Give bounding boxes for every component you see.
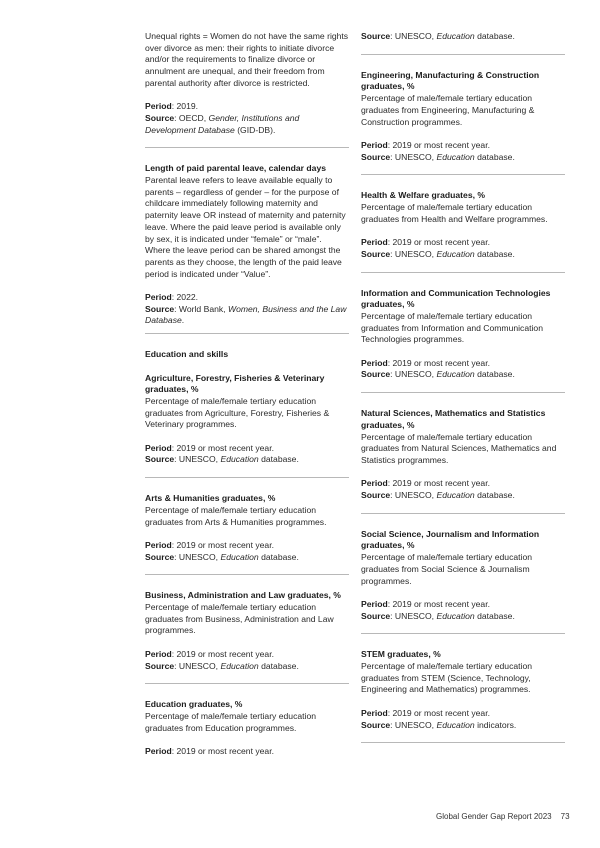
divider: [361, 392, 565, 393]
stem-text: Percentage of male/female tertiary education graduates from STEM (Science, Technology, Engineering and Mathematics) programmes.: [361, 661, 533, 695]
engineering-heading: Engineering, Manufacturing & Construction graduates, %: [361, 69, 540, 92]
ict-heading: Information and Communication Technologies graduates, %: [361, 287, 551, 310]
stem-heading: STEM graduates, %: [361, 649, 441, 660]
business-period: Period: 2019 or most recent year.: [145, 648, 274, 659]
health-period: Period: 2019 or most recent year.: [361, 237, 490, 248]
natural-sciences-period: Period: 2019 or most recent year.: [361, 478, 490, 489]
business-text: Percentage of male/female tertiary education graduates from Business, Administration and Law programmes.: [145, 602, 334, 636]
ict-text: Percentage of male/female tertiary education graduates from Information and Communication Technologies programmes.: [361, 310, 543, 345]
social-science-heading: Social Science, Journalism and Information graduates, %: [361, 528, 540, 551]
social-science-period: Period: 2019 or most recent year.: [361, 598, 490, 609]
divider: [145, 333, 349, 334]
divorce-text: Unequal rights = Women do not have the same rights over divorce as men: their rights to initiate divorce and/or the requirements to finalize divorce or annulment are unequal, and their freedom from parental authority after divorce is restricted.: [145, 31, 349, 88]
stem-period: Period: 2019 or most recent year.: [361, 707, 490, 718]
business-heading: Business, Administration and Law graduates, %: [145, 590, 341, 601]
right-column: [361, 31, 565, 758]
page-number: 73: [560, 812, 570, 821]
education-source: Source: UNESCO, Education database.: [361, 31, 515, 41]
arts-heading: Arts & Humanities graduates, %: [145, 493, 276, 504]
stem-source: Source: UNESCO, Education indicators.: [361, 719, 517, 730]
education-heading: Education graduates, %: [145, 699, 243, 710]
divorce-period: Period: 2019.: [145, 101, 199, 112]
agriculture-period: Period: 2019 or most recent year.: [145, 442, 274, 453]
agriculture-text: Percentage of male/female tertiary education graduates from Agriculture, Forestry, Fisheries & Veterinary programmes.: [145, 395, 330, 430]
education-period: Period: 2019 or most recent year.: [145, 746, 274, 757]
health-text: Percentage of male/female tertiary education graduates from Health and Welfare programmes.: [361, 202, 548, 224]
agriculture-source: Source: UNESCO, Education database.: [145, 454, 299, 465]
agriculture-heading: Agriculture, Forestry, Fisheries & Veterinary graduates, %: [145, 372, 325, 395]
natural-sciences-text: Percentage of male/female tertiary education graduates from Natural Sciences, Mathematics and Statistics programmes.: [361, 431, 557, 465]
arts-source: Source: UNESCO, Education database.: [145, 551, 299, 562]
section-heading-education-skills: Education and skills: [145, 349, 229, 360]
engineering-period: Period: 2019 or most recent year.: [361, 139, 490, 150]
natural-sciences-source: Source: UNESCO, Education database.: [361, 490, 515, 501]
health-source: Source: UNESCO, Education database.: [361, 248, 515, 259]
parental-leave-text: Parental leave refers to leave available equally to parents – regardless of gender – for the purpose of childcare immediately following maternity and paternity leave OR instead of maternity and paternity leave. Where the paid leave period is available only by sex, it is indicated under “female” or “male”. Where the leave period can be shared amongst the parents as they choose, the length of the paid leave period is indicated under “Value”.: [145, 175, 346, 279]
divider: [145, 147, 349, 148]
divider: [361, 54, 565, 55]
ict-period: Period: 2019 or most recent year.: [361, 357, 490, 368]
divider: [145, 477, 349, 478]
divider: [361, 633, 565, 634]
divider: [361, 174, 565, 175]
education-text: Percentage of male/female tertiary education graduates from Education programmes.: [145, 710, 317, 733]
arts-text: Percentage of male/female tertiary education graduates from Arts & Humanities programmes.: [145, 504, 327, 527]
engineering-text: Percentage of male/female tertiary education graduates from Engineering, Manufacturing & Construction programmes.: [361, 93, 535, 127]
report-title: Global Gender Gap Report 2023: [436, 812, 552, 821]
business-source: Source: UNESCO, Education database.: [145, 660, 299, 671]
parental-leave-period: Period: 2022.: [145, 292, 199, 303]
left-column: [145, 31, 349, 758]
divider: [145, 683, 349, 684]
engineering-source: Source: UNESCO, Education database.: [361, 151, 515, 162]
arts-period: Period: 2019 or most recent year.: [145, 539, 274, 550]
divorce-source: Source: OECD, Gender, Institutions and Development Database (GID-DB).: [145, 112, 300, 135]
page-footer: [436, 812, 570, 821]
health-heading: Health & Welfare graduates, %: [361, 190, 486, 201]
parental-leave-source: Source: World Bank, Women, Business and the Law Database.: [145, 303, 347, 326]
divider: [361, 272, 565, 273]
divider: [361, 513, 565, 514]
parental-leave-heading: Length of paid parental leave, calendar days: [145, 163, 327, 174]
social-science-source: Source: UNESCO, Education database.: [361, 610, 515, 621]
divider: [361, 742, 565, 743]
divider: [145, 574, 349, 575]
natural-sciences-heading: Natural Sciences, Mathematics and Statistics graduates, %: [361, 408, 546, 430]
social-science-text: Percentage of male/female tertiary education graduates from Social Science & Journalism programmes.: [361, 552, 533, 586]
ict-source: Source: UNESCO, Education database.: [361, 369, 515, 380]
